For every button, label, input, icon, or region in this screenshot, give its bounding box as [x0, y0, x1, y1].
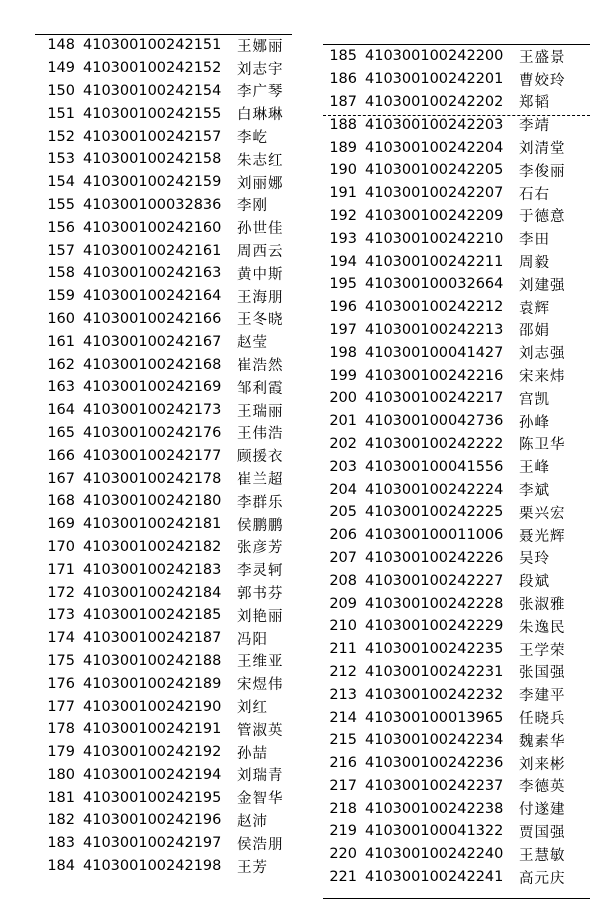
record-id: 410300100032836 [83, 196, 222, 213]
person-name: 孙峰 [519, 414, 550, 431]
row-number: 167 [47, 470, 75, 487]
record-id: 410300100042736 [365, 413, 504, 430]
table-row[interactable] [323, 205, 595, 228]
person-name: 顾援衣 [237, 449, 284, 466]
row-number: 217 [329, 777, 357, 794]
person-name: 高元庆 [519, 870, 566, 887]
record-id: 410300100242210 [365, 230, 504, 247]
person-name: 刘清堂 [519, 141, 566, 158]
record-id: 410300100242163 [83, 265, 222, 282]
row-number: 189 [329, 139, 357, 156]
row-number: 174 [47, 630, 75, 647]
record-id: 410300100242152 [83, 60, 222, 77]
row-number: 168 [47, 493, 75, 510]
row-number: 164 [47, 402, 75, 419]
record-id: 410300100242202 [365, 93, 504, 110]
row-number: 161 [47, 333, 75, 350]
row-number: 183 [47, 835, 75, 852]
person-name: 栗兴宏 [519, 505, 566, 522]
table-row[interactable] [35, 536, 292, 559]
table-row[interactable] [35, 467, 292, 490]
table-row[interactable] [323, 615, 595, 638]
person-name: 王峰 [519, 460, 550, 477]
row-number: 173 [47, 607, 75, 624]
table-row[interactable] [35, 672, 292, 695]
person-name: 管淑英 [237, 722, 284, 739]
person-name: 王娜丽 [237, 38, 284, 55]
left-table [35, 34, 292, 877]
table-row[interactable] [35, 262, 292, 285]
person-name: 王学荣 [519, 642, 566, 659]
person-name: 刘志宇 [237, 61, 284, 78]
record-id: 410300100242180 [83, 493, 222, 510]
row-number: 198 [329, 344, 357, 361]
table-row[interactable] [35, 855, 292, 878]
record-id: 410300100242168 [83, 356, 222, 373]
record-id: 410300100011006 [365, 527, 504, 544]
row-number: 154 [47, 174, 75, 191]
row-number: 152 [47, 128, 75, 145]
person-name: 李屹 [237, 130, 268, 147]
person-name: 王伟浩 [237, 426, 284, 443]
record-id: 410300100242238 [365, 800, 504, 817]
table-row[interactable] [323, 478, 595, 501]
row-number: 165 [47, 424, 75, 441]
record-id: 410300100242240 [365, 846, 504, 863]
table-row[interactable] [35, 786, 292, 809]
table-row[interactable] [323, 227, 595, 250]
record-id: 410300100242154 [83, 82, 222, 99]
record-id: 410300100242160 [83, 219, 222, 236]
table-row[interactable] [35, 444, 292, 467]
person-name: 李刚 [237, 198, 268, 215]
person-name: 王慧敏 [519, 847, 566, 864]
person-name: 宫凯 [519, 391, 550, 408]
row-number: 185 [329, 48, 357, 65]
row-number: 213 [329, 686, 357, 703]
row-number: 179 [47, 744, 75, 761]
table-row[interactable] [323, 569, 595, 592]
right-table-bottom-border [323, 898, 590, 899]
person-name: 王海朋 [237, 289, 284, 306]
row-number: 158 [47, 265, 75, 282]
record-id: 410300100242164 [83, 288, 222, 305]
record-id: 410300100242196 [83, 812, 222, 829]
record-id: 410300100242169 [83, 379, 222, 396]
row-number: 207 [329, 549, 357, 566]
table-row[interactable] [323, 159, 595, 182]
row-number: 182 [47, 812, 75, 829]
table-row[interactable] [323, 296, 595, 319]
record-id: 410300100032664 [365, 276, 504, 293]
record-id: 410300100242191 [83, 721, 222, 738]
record-id: 410300100242201 [365, 71, 504, 88]
table-row[interactable] [323, 706, 595, 729]
row-number: 195 [329, 276, 357, 293]
row-number: 186 [329, 71, 357, 88]
table-row[interactable] [323, 45, 595, 68]
record-id: 410300100242182 [83, 538, 222, 555]
table-row[interactable] [323, 683, 595, 706]
table-row[interactable] [323, 68, 595, 91]
row-number: 160 [47, 310, 75, 327]
record-id: 410300100242188 [83, 652, 222, 669]
table-row[interactable] [35, 34, 292, 57]
record-id: 410300100242241 [365, 869, 504, 886]
person-name: 邹利霞 [237, 380, 284, 397]
table-row[interactable] [35, 80, 292, 103]
record-id: 410300100242189 [83, 675, 222, 692]
record-id: 410300100242151 [83, 37, 222, 54]
person-name: 赵莹 [237, 335, 268, 352]
table-row[interactable] [323, 866, 595, 889]
record-id: 410300100242205 [365, 162, 504, 179]
table-row[interactable] [323, 729, 595, 752]
person-name: 周西云 [237, 244, 284, 261]
person-name: 于德意 [519, 209, 566, 226]
table-row[interactable] [35, 308, 292, 331]
record-id: 410300100242159 [83, 174, 222, 191]
row-number: 204 [329, 481, 357, 498]
row-number: 205 [329, 504, 357, 521]
table-row[interactable] [35, 376, 292, 399]
person-name: 郭书芬 [237, 586, 284, 603]
row-number: 153 [47, 151, 75, 168]
table-row[interactable] [35, 422, 292, 445]
person-name: 魏素华 [519, 733, 566, 750]
record-id: 410300100242226 [365, 549, 504, 566]
row-number: 176 [47, 675, 75, 692]
record-id: 410300100242227 [365, 572, 504, 589]
person-name: 邵娟 [519, 323, 550, 340]
row-number: 157 [47, 242, 75, 259]
table-row[interactable] [323, 410, 595, 433]
row-number: 156 [47, 219, 75, 236]
record-id: 410300100242198 [83, 858, 222, 875]
record-id: 410300100242234 [365, 732, 504, 749]
record-id: 410300100041556 [365, 458, 504, 475]
person-name: 段斌 [519, 574, 550, 591]
record-id: 410300100242167 [83, 333, 222, 350]
record-id: 410300100242229 [365, 618, 504, 635]
table-row[interactable] [323, 592, 595, 615]
table-row[interactable] [35, 832, 292, 855]
row-number: 159 [47, 288, 75, 305]
record-id: 410300100242225 [365, 504, 504, 521]
person-name: 李灵轲 [237, 563, 284, 580]
person-name: 郑韬 [519, 95, 550, 112]
record-id: 410300100041322 [365, 823, 504, 840]
row-number: 215 [329, 732, 357, 749]
record-id: 410300100242236 [365, 755, 504, 772]
record-id: 410300100242155 [83, 105, 222, 122]
person-name: 王瑞丽 [237, 403, 284, 420]
person-name: 孙世佳 [237, 221, 284, 238]
person-name: 宋煜伟 [237, 677, 284, 694]
person-name: 李建平 [519, 688, 566, 705]
person-name: 石右 [519, 186, 550, 203]
table-row[interactable] [35, 102, 292, 125]
table-row[interactable] [35, 627, 292, 650]
table-row[interactable] [35, 741, 292, 764]
table-row[interactable] [35, 718, 292, 741]
person-name: 刘艳丽 [237, 608, 284, 625]
record-id: 410300100242173 [83, 402, 222, 419]
person-name: 曹姣玲 [519, 72, 566, 89]
table-row[interactable] [323, 250, 595, 273]
record-id: 410300100242177 [83, 447, 222, 464]
person-name: 袁辉 [519, 300, 550, 317]
person-name: 李群乐 [237, 494, 284, 511]
table-row[interactable] [323, 797, 595, 820]
table-row[interactable] [323, 775, 595, 798]
row-number: 220 [329, 846, 357, 863]
person-name: 白琳琳 [237, 107, 284, 124]
row-number: 194 [329, 253, 357, 270]
table-row[interactable] [35, 194, 292, 217]
person-name: 王维亚 [237, 654, 284, 671]
row-number: 214 [329, 709, 357, 726]
person-name: 聂光辉 [519, 528, 566, 545]
table-row[interactable] [323, 455, 595, 478]
record-id: 410300100242161 [83, 242, 222, 259]
person-name: 李靖 [519, 118, 550, 135]
row-number: 149 [47, 60, 75, 77]
row-number: 211 [329, 641, 357, 658]
table-row[interactable] [35, 285, 292, 308]
row-number: 162 [47, 356, 75, 373]
row-number: 177 [47, 698, 75, 715]
record-id: 410300100242232 [365, 686, 504, 703]
table-row[interactable] [35, 125, 292, 148]
row-number: 206 [329, 527, 357, 544]
record-id: 410300100242183 [83, 561, 222, 578]
record-id: 410300100242200 [365, 48, 504, 65]
person-name: 王芳 [237, 859, 268, 876]
record-id: 410300100242207 [365, 185, 504, 202]
table-row[interactable] [323, 387, 595, 410]
record-id: 410300100242184 [83, 584, 222, 601]
person-name: 刘瑞青 [237, 768, 284, 785]
person-name: 侯鹏鹏 [237, 517, 284, 534]
table-row[interactable] [323, 638, 595, 661]
person-name: 朱志红 [237, 152, 284, 169]
table-row[interactable] [323, 319, 595, 342]
table-row[interactable] [323, 136, 595, 159]
row-number: 181 [47, 789, 75, 806]
row-number: 201 [329, 413, 357, 430]
person-name: 刘来彬 [519, 756, 566, 773]
row-number: 187 [329, 93, 357, 110]
record-id: 410300100242235 [365, 641, 504, 658]
person-name: 冯阳 [237, 631, 268, 648]
record-id: 410300100242194 [83, 766, 222, 783]
record-id: 410300100242224 [365, 481, 504, 498]
table-row[interactable] [35, 604, 292, 627]
person-name: 黄中斯 [237, 266, 284, 283]
table-row[interactable] [323, 273, 595, 296]
row-number: 148 [47, 37, 75, 54]
right-table [323, 45, 595, 888]
person-name: 贾国强 [519, 824, 566, 841]
row-number: 178 [47, 721, 75, 738]
row-number: 200 [329, 390, 357, 407]
row-number: 210 [329, 618, 357, 635]
row-number: 219 [329, 823, 357, 840]
table-row[interactable] [323, 433, 595, 456]
table-row[interactable] [323, 843, 595, 866]
record-id: 410300100242197 [83, 835, 222, 852]
table-row[interactable] [323, 364, 595, 387]
row-number: 193 [329, 230, 357, 247]
row-number: 175 [47, 652, 75, 669]
table-row[interactable] [323, 547, 595, 570]
table-row[interactable] [35, 513, 292, 536]
person-name: 王盛景 [519, 49, 566, 66]
record-id: 410300100242211 [365, 253, 504, 270]
row-number: 166 [47, 447, 75, 464]
person-name: 王冬晓 [237, 312, 284, 329]
table-row[interactable] [35, 353, 292, 376]
person-name: 李斌 [519, 483, 550, 500]
row-number: 172 [47, 584, 75, 601]
table-row[interactable] [35, 581, 292, 604]
record-id: 410300100242216 [365, 367, 504, 384]
person-name: 刘丽娜 [237, 175, 284, 192]
table-row[interactable] [35, 490, 292, 513]
person-name: 刘建强 [519, 277, 566, 294]
record-id: 410300100242203 [365, 116, 504, 133]
person-name: 崔浩然 [237, 358, 284, 375]
person-name: 李广琴 [237, 84, 284, 101]
person-name: 宋来炜 [519, 369, 566, 386]
record-id: 410300100013965 [365, 709, 504, 726]
table-row[interactable] [323, 182, 595, 205]
record-id: 410300100041427 [365, 344, 504, 361]
record-id: 410300100242212 [365, 299, 504, 316]
table-row[interactable] [35, 809, 292, 832]
table-row[interactable] [323, 820, 595, 843]
record-id: 410300100242181 [83, 516, 222, 533]
record-id: 410300100242185 [83, 607, 222, 624]
row-number: 188 [329, 116, 357, 133]
record-id: 410300100242176 [83, 424, 222, 441]
row-number: 171 [47, 561, 75, 578]
row-number: 199 [329, 367, 357, 384]
table-row[interactable] [323, 524, 595, 547]
person-name: 朱逸民 [519, 619, 566, 636]
person-name: 刘志强 [519, 346, 566, 363]
person-name: 张国强 [519, 665, 566, 682]
table-row[interactable] [35, 650, 292, 673]
person-name: 任晓兵 [519, 711, 566, 727]
table-row[interactable] [35, 216, 292, 239]
person-name: 金智华 [237, 791, 284, 808]
record-id: 410300100242157 [83, 128, 222, 145]
row-number: 192 [329, 207, 357, 224]
record-id: 410300100242190 [83, 698, 222, 715]
record-id: 410300100242195 [83, 789, 222, 806]
record-id: 410300100242231 [365, 663, 504, 680]
table-row[interactable] [35, 330, 292, 353]
row-number: 197 [329, 321, 357, 338]
person-name: 侯浩朋 [237, 836, 284, 853]
row-number: 155 [47, 196, 75, 213]
record-id: 410300100242209 [365, 207, 504, 224]
table-row[interactable] [35, 171, 292, 194]
row-number: 202 [329, 435, 357, 452]
row-number: 150 [47, 82, 75, 99]
row-number: 151 [47, 105, 75, 122]
row-number: 196 [329, 299, 357, 316]
record-id: 410300100242187 [83, 630, 222, 647]
person-name: 赵沛 [237, 813, 268, 830]
record-id: 410300100242217 [365, 390, 504, 407]
person-name: 李德英 [519, 779, 566, 796]
row-number: 212 [329, 663, 357, 680]
record-id: 410300100242192 [83, 744, 222, 761]
row-number: 218 [329, 800, 357, 817]
record-id: 410300100242158 [83, 151, 222, 168]
row-number: 170 [47, 538, 75, 555]
row-number: 190 [329, 162, 357, 179]
table-row[interactable] [323, 752, 595, 775]
record-id: 410300100242222 [365, 435, 504, 452]
table-row[interactable] [323, 113, 595, 136]
person-name: 孙喆 [237, 745, 268, 762]
record-id: 410300100242178 [83, 470, 222, 487]
person-name: 吴玲 [519, 551, 550, 568]
table-row[interactable] [35, 399, 292, 422]
table-row[interactable] [35, 148, 292, 171]
record-id: 410300100242228 [365, 595, 504, 612]
table-row[interactable] [35, 57, 292, 80]
table-row[interactable] [323, 91, 595, 114]
record-id: 410300100242213 [365, 321, 504, 338]
row-number: 208 [329, 572, 357, 589]
record-id: 410300100242237 [365, 777, 504, 794]
person-name: 李田 [519, 232, 550, 249]
row-number: 191 [329, 185, 357, 202]
row-number: 184 [47, 858, 75, 875]
person-name: 刘红 [237, 700, 268, 716]
record-id: 410300100242166 [83, 310, 222, 327]
person-name: 张彦芳 [237, 540, 284, 557]
row-number: 216 [329, 755, 357, 772]
record-id: 410300100242204 [365, 139, 504, 156]
table-row[interactable] [323, 661, 595, 684]
row-number: 221 [329, 869, 357, 886]
person-name: 李俊丽 [519, 163, 566, 180]
person-name: 张淑雅 [519, 597, 566, 614]
table-row[interactable] [35, 558, 292, 581]
table-row[interactable] [323, 341, 595, 364]
row-number: 203 [329, 458, 357, 475]
row-number: 209 [329, 595, 357, 612]
table-row[interactable] [35, 239, 292, 262]
person-name: 崔兰超 [237, 472, 284, 489]
table-row[interactable] [35, 764, 292, 787]
row-number: 169 [47, 516, 75, 533]
row-number: 163 [47, 379, 75, 396]
row-number: 180 [47, 766, 75, 783]
table-row[interactable] [323, 501, 595, 524]
person-name: 付遂建 [519, 802, 566, 819]
person-name: 陈卫华 [519, 437, 566, 454]
table-row[interactable] [35, 695, 292, 718]
person-name: 周毅 [519, 255, 550, 272]
